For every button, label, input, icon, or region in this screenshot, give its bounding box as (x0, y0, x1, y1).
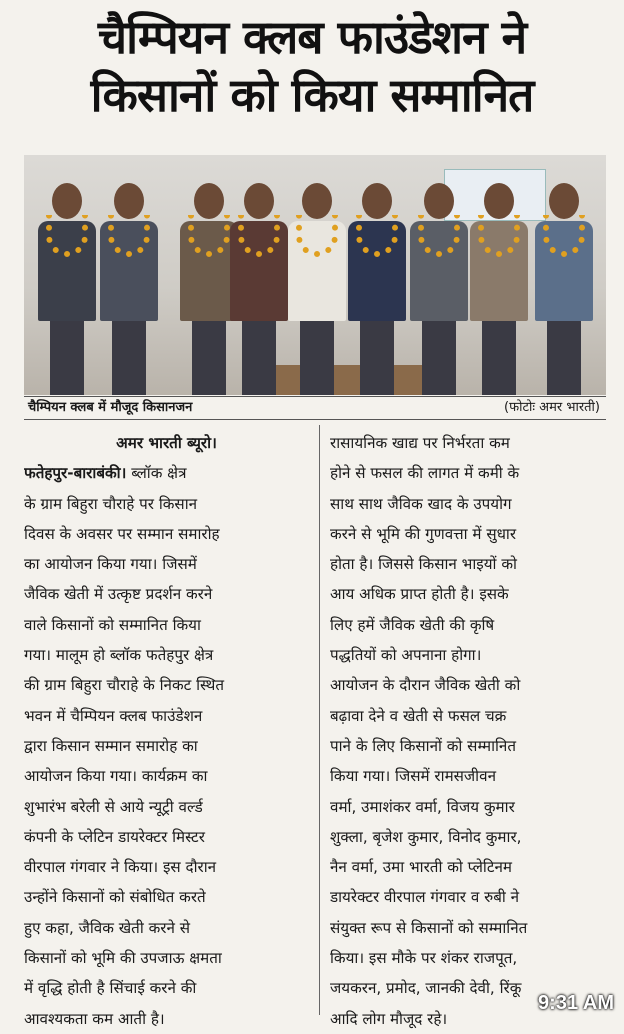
article-line: आदि लोग मौजूद रहे। (330, 1009, 448, 1028)
article-line: वाले किसानों को सम्मानित किया (24, 615, 201, 634)
article-line: का आयोजन किया गया। जिसमें (24, 555, 197, 574)
article-line: शुक्ला, बृजेश कुमार, विनोद कुमार, (330, 827, 522, 846)
article-line: आयोजन के दौरान जैविक खेती को (330, 676, 521, 695)
article-line: आयोजन किया गया। कार्यक्रम का (24, 767, 208, 786)
article-line: की ग्राम बिहुरा चौराहे के निकट स्थित (24, 676, 224, 695)
headline-line-2: किसानों को किया सम्मानित (90, 68, 534, 122)
article-line: में वृद्धि होती है सिंचाई करने की (24, 979, 197, 998)
article-line: नैन वर्मा, उमा भारती को प्लेटिनम (330, 858, 512, 877)
article-line: पद्धतियों को अपनाना होगा। (330, 646, 482, 665)
status-time: 9:31 AM (538, 992, 614, 1014)
news-photo (24, 155, 606, 395)
column-divider (319, 425, 320, 1015)
headline-line-1: चैम्पियन क्लब फाउंडेशन ने (97, 10, 527, 64)
article-column-2 (330, 428, 614, 1034)
article-line: दिवस के अवसर पर सम्मान समारोह (24, 524, 220, 543)
article-line: जयकरन, प्रमोद, जानकी देवी, रिंकू (330, 979, 522, 998)
article-line: द्वारा किसान सम्मान समारोह का (24, 736, 198, 755)
article-line: किसानों को भूमि की उपजाऊ क्षमता (24, 949, 222, 968)
article-line: लिए हमें जैविक खेती की कृषि (330, 615, 495, 634)
article-line: वीरपाल गंगवार ने किया। इस दौरान (24, 858, 217, 877)
article-line: वर्मा, उमाशंकर वर्मा, विजय कुमार (330, 797, 515, 816)
article-line: के ग्राम बिहुरा चौराहे पर किसान (24, 494, 198, 513)
photo-person (529, 175, 599, 395)
article-line: जैविक खेती में उत्कृष्ट प्रदर्शन करने (24, 585, 213, 604)
article-line: साथ साथ जैविक खाद के उपयोग (330, 494, 512, 513)
photo-person (32, 175, 102, 395)
article-line: होने से फसल की लागत में कमी के (330, 464, 520, 483)
article-line: संयुक्त रूप से किसानों को सम्मानित (330, 918, 528, 937)
article-line: आय अधिक प्राप्त होती है। इसके (330, 585, 509, 604)
photo-person (342, 175, 412, 395)
article-line: उन्होंने किसानों को संबोधित करते (24, 888, 206, 907)
article-line: रासायनिक खाद्य पर निर्भरता कम (330, 434, 510, 452)
photo-person (94, 175, 164, 395)
article-line: ब्लॉक क्षेत्र (131, 464, 187, 483)
article-line: कंपनी के प्लेटिन डायरेक्टर मिस्टर (24, 827, 205, 846)
article-line: शुभारंभ बरेली से आये न्यूट्री वर्ल्ड (24, 797, 203, 816)
article-line: होता है। जिससे किसान भाइयों को (330, 555, 517, 574)
photo-credit: (फोटोः अमर भारती) (504, 400, 600, 415)
article-line: डायरेक्टर वीरपाल गंगवार व रुबी ने (330, 888, 520, 907)
article-line: किया गया। जिसमें रामसजीवन (330, 767, 496, 786)
article-line: भवन में चैम्पियन क्लब फाउंडेशन (24, 706, 203, 725)
photo-caption: चैम्पियन क्लब में मौजूद किसानजन (28, 400, 193, 415)
article-line: पाने के लिए किसानों को सम्मानित (330, 736, 517, 755)
headline (0, 8, 624, 124)
article-line: गया। मालूम हो ब्लॉक फतेहपुर क्षेत्र (24, 646, 214, 665)
article-line: हुए कहा, जैविक खेती करने से (24, 918, 190, 937)
dateline: फतेहपुर-बाराबंकी। (24, 464, 127, 483)
article-line: किया। इस मौके पर शंकर राजपूत, (330, 949, 518, 968)
article-column-1 (24, 428, 309, 1034)
photo-caption-bar (24, 396, 606, 420)
article-line: बढ़ावा देने व खेती से फसल चक्र (330, 706, 507, 725)
article-line: आवश्यकता कम आती है। (24, 1009, 165, 1028)
byline: अमर भारती ब्यूरो। (116, 434, 217, 452)
photo-person (464, 175, 534, 395)
article-line: करने से भूमि की गुणवत्ता में सुधार (330, 524, 517, 543)
